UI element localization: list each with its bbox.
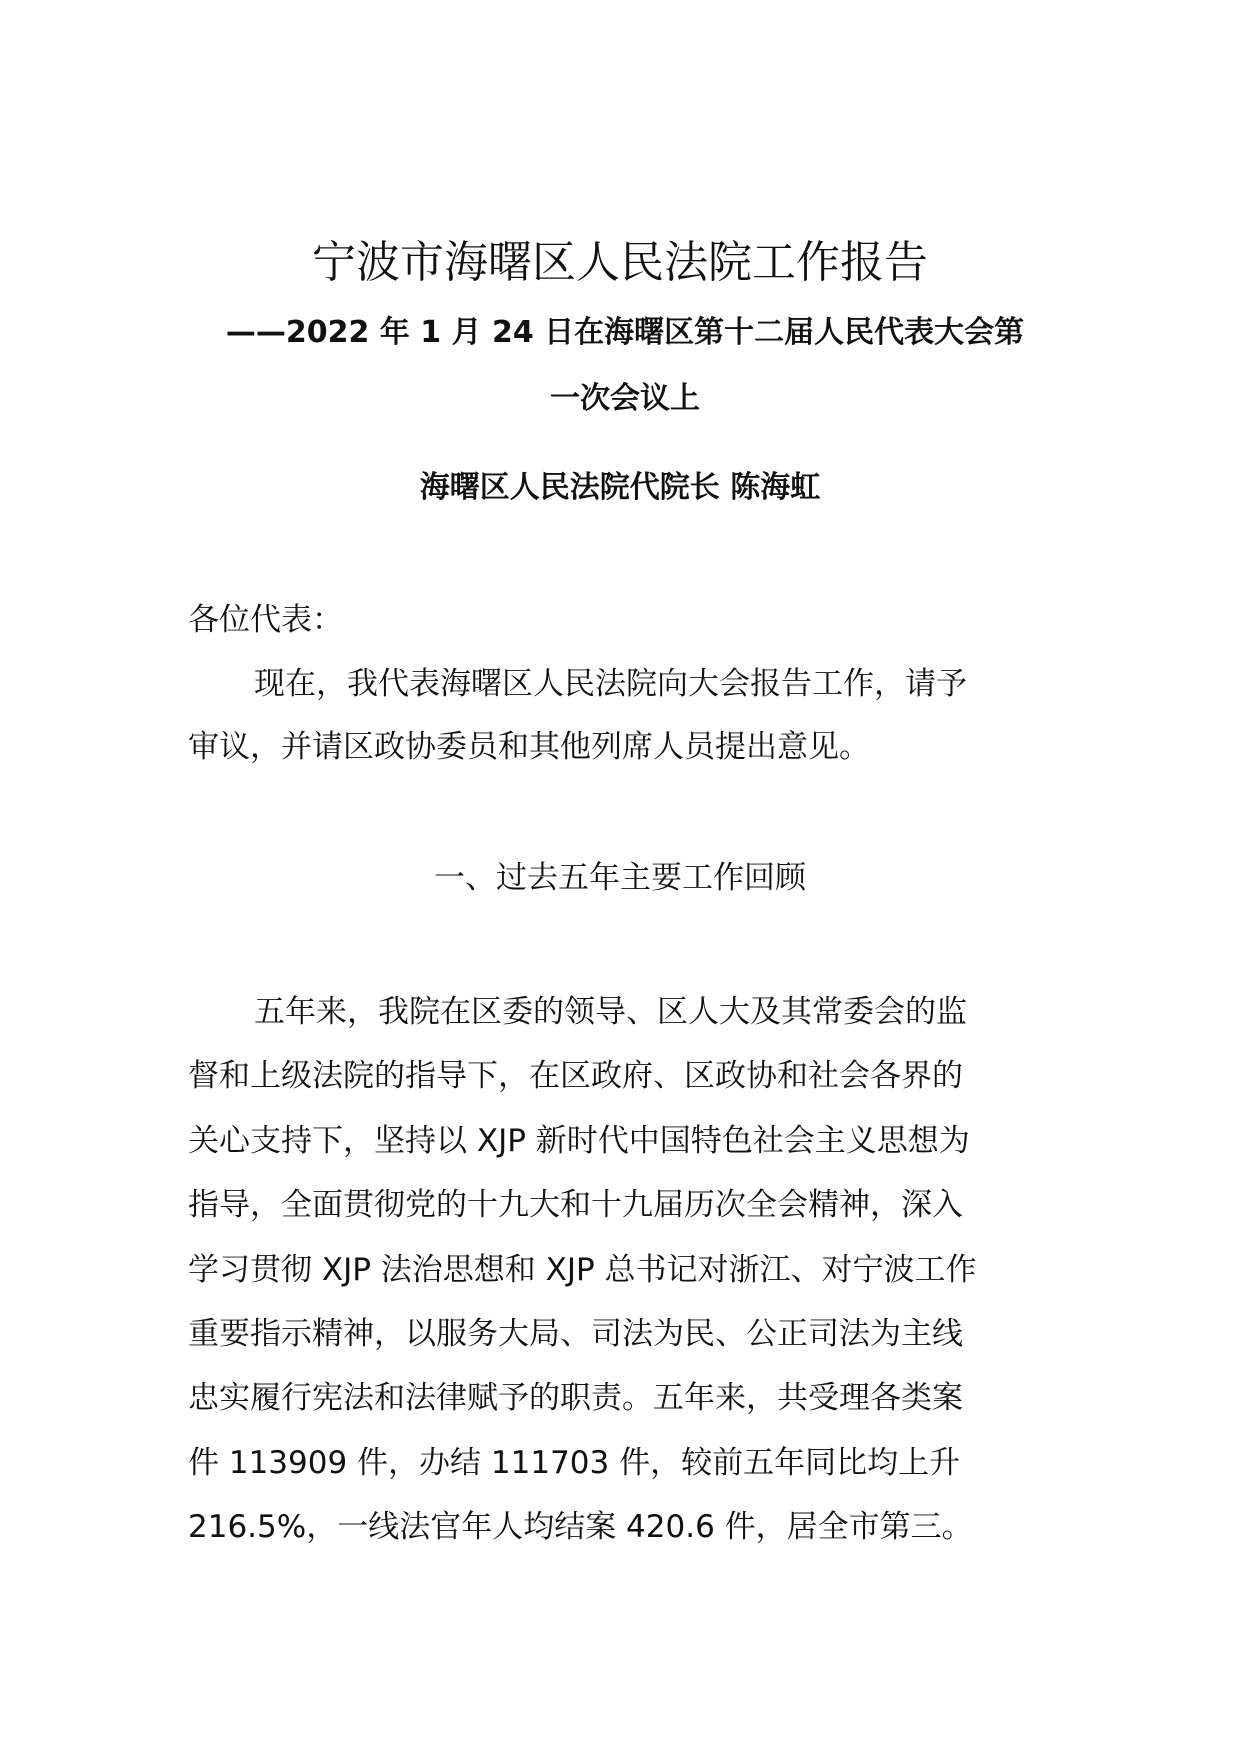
- subtitle-line: 一次会议上: [550, 381, 700, 416]
- paragraph-line: 现在，我代表海曙区人民法院向大会报告工作，请予: [254, 666, 967, 702]
- body-paragraph: [188, 980, 1068, 1560]
- intro-paragraph: [188, 653, 1068, 779]
- paragraph-line: 件 113909 件，办结 111703 件，较前五年同比均上升: [188, 1444, 961, 1481]
- paragraph-line: 216.5%，一线法官年人均结案 420.6 件，居全市第三。: [188, 1509, 973, 1546]
- paragraph-line: 忠实履行宪法和法律赋予的职责。五年来，共受理各类案: [188, 1380, 963, 1417]
- document-subtitle: [185, 300, 1065, 432]
- paragraph-line: 关心支持下，坚持以 XJP 新时代中国特色社会主义思想为: [188, 1122, 970, 1159]
- paragraph-line: 重要指示精神，以服务大局、司法为民、公正司法为主线: [188, 1315, 963, 1352]
- paragraph-line: 学习贯彻 XJP 法治思想和 XJP 总书记对浙江、对宁波工作: [188, 1251, 977, 1288]
- greeting: 各位代表：: [188, 602, 343, 638]
- document-author: 海曙区人民法院代院长 陈海虹: [419, 470, 821, 505]
- paragraph-line: 指导，全面贯彻党的十九大和十九届历次全会精神，深入: [188, 1187, 963, 1224]
- section-heading: 一、过去五年主要工作回顾: [434, 860, 806, 896]
- paragraph-line: 督和上级法院的指导下，在区政府、区政协和社会各界的: [188, 1058, 963, 1095]
- paragraph-line: 五年来，我院在区委的领导、区人大及其常委会的监: [254, 994, 967, 1030]
- document-title: 宁波市海曙区人民法院工作报告: [312, 237, 928, 288]
- paragraph-line: 审议，并请区政协委员和其他列席人员提出意见。: [188, 729, 870, 765]
- subtitle-line: ——2022 年 1 月 24 日在海曙区第十二届人民代表大会第: [225, 315, 1025, 350]
